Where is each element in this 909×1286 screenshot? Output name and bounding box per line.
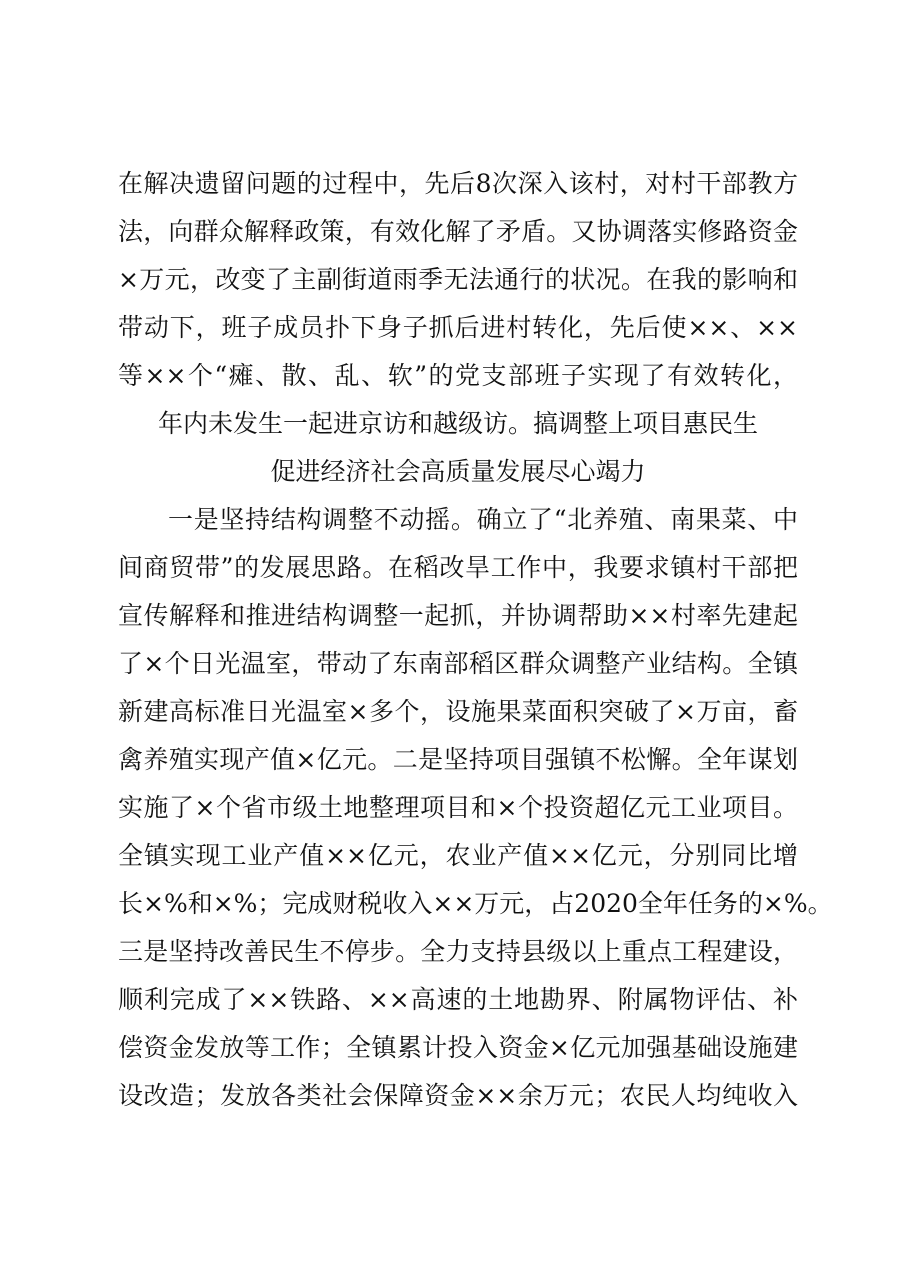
body-line: 顺利完成了××铁路、××高速的土地勘界、附属物评估、补 [118,985,798,1014]
body-line: 实施了×个省市级土地整理项目和×个投资超亿元工业项目。 [118,793,798,822]
body-line-centered: 年内未发生一起进京访和越级访。搞调整上项目惠民生 [157,409,758,438]
body-line: 等××个“瘫、散、乱、软”的党支部班子实现了有效转化， [118,361,798,390]
body-line: 全镇实现工业产值××亿元，农业产值××亿元，分别同比增 [118,841,798,870]
paragraph-first-line: 一是坚持结构调整不动摇。确立了“北养殖、南果菜、中 [168,505,798,534]
section-heading: 促进经济社会高质量发展尽心竭力 [270,457,646,486]
body-line: 新建高标准日光温室×多个，设施果菜面积突破了×万亩，畜 [118,697,798,726]
body-line: 长×%和×%；完成财税收入××万元，占2020全年任务的×%。 [118,889,833,918]
body-line: 法，向群众解释政策，有效化解了矛盾。又协调落实修路资金 [118,217,798,246]
body-line: ×万元，改变了主副街道雨季无法通行的状况。在我的影响和 [118,265,798,294]
body-line: 禽养殖实现产值×亿元。二是坚持项目强镇不松懈。全年谋划 [118,745,798,774]
body-line: 偿资金发放等工作；全镇累计投入资金×亿元加强基础设施建 [118,1033,798,1062]
body-line: 宣传解释和推进结构调整一起抓，并协调帮助××村率先建起 [118,601,798,630]
body-line: 带动下，班子成员扑下身子抓后进村转化，先后使××、×× [118,313,798,342]
body-line: 间商贸带”的发展思路。在稻改旱工作中，我要求镇村干部把 [118,553,798,582]
body-line: 在解决遗留问题的过程中，先后8次深入该村，对村干部教方 [118,169,798,198]
body-line: 了×个日光温室，带动了东南部稻区群众调整产业结构。全镇 [118,649,798,678]
body-line: 三是坚持改善民生不停步。全力支持县级以上重点工程建设， [118,937,798,966]
body-line: 设改造；发放各类社会保障资金××余万元；农民人均纯收入 [118,1081,798,1110]
